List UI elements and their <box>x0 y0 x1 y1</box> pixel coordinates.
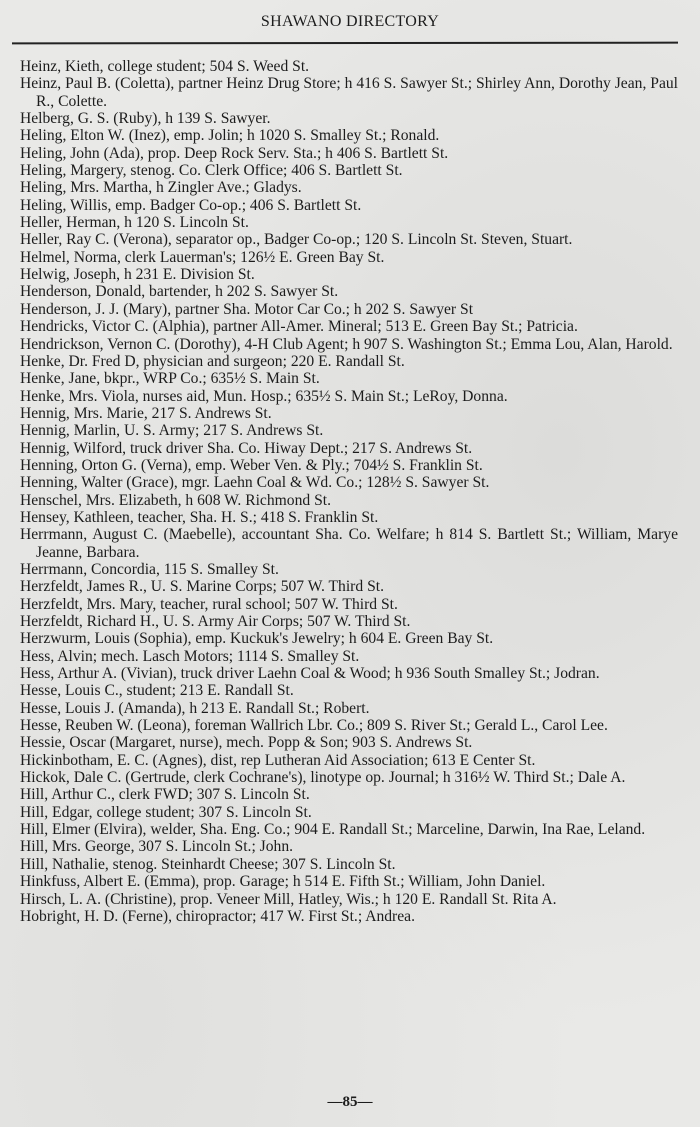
directory-entry: Hill, Edgar, college student; 307 S. Lincoln St. <box>20 803 312 821</box>
directory-entry: Henderson, J. J. (Mary), partner Sha. Motor Car Co.; h 202 S. Sawyer St <box>20 300 474 318</box>
directory-entry: Hennig, Marlin, U. S. Army; 217 S. Andrews St. <box>20 422 324 440</box>
directory-entry: Hirsch, L. A. (Christine), prop. Veneer Mill, Hatley, Wis.; h 120 E. Randall St. Rita A. <box>20 890 557 908</box>
header-rule <box>12 42 678 45</box>
directory-entry: Henning, Walter (Grace), mgr. Laehn Coal & Wd. Co.; 128½ S. Sawyer St. <box>20 474 490 492</box>
directory-entry: Heller, Ray C. (Verona), separator op., Badger Co-op.; 120 S. Lincoln St. Steven, Stuart. <box>20 231 573 249</box>
directory-entry: Hendrickson, Vernon C. (Dorothy), 4-H Club Agent; h 907 S. Washington St.; Emma Lou, Alan, Harold. <box>20 335 673 353</box>
directory-entry: Hesse, Reuben W. (Leona), foreman Wallrich Lbr. Co.; 809 S. River St.; Gerald L., Carol Lee. <box>20 717 608 735</box>
directory-entry: Hill, Nathalie, stenog. Steinhardt Cheese; 307 S. Lincoln St. <box>20 855 396 873</box>
directory-entries <box>20 58 678 925</box>
directory-entry: Henderson, Donald, bartender, h 202 S. Sawyer St. <box>20 283 339 301</box>
directory-entry: Heling, Willis, emp. Badger Co-op.; 406 S. Bartlett St. <box>20 196 362 214</box>
directory-entry: Hess, Alvin; mech. Lasch Motors; 1114 S. Smalley St. <box>20 647 360 665</box>
directory-entry: Herzwurm, Louis (Sophia), emp. Kuckuk's Jewelry; h 604 E. Green Bay St. <box>20 630 494 648</box>
directory-entry: Henke, Dr. Fred D, physician and surgeon; 220 E. Randall St. <box>20 352 405 370</box>
directory-entry: Henke, Jane, bkpr., WRP Co.; 635½ S. Main St. <box>20 370 320 388</box>
directory-entry: Helberg, G. S. (Ruby), h 139 S. Sawyer. <box>20 110 271 128</box>
directory-entry: Henke, Mrs. Viola, nurses aid, Mun. Hosp.; 635½ S. Main St.; LeRoy, Donna. <box>20 387 508 405</box>
directory-entry: Hickok, Dale C. (Gertrude, clerk Cochrane's), linotype op. Journal; h 316½ W. Third St.; Dale A. <box>20 769 626 787</box>
directory-entry: Henschel, Mrs. Elizabeth, h 608 W. Richmond St. <box>20 491 331 509</box>
directory-entry: Herrmann, Concordia, 115 S. Smalley St. <box>20 560 279 578</box>
directory-entry: Hickinbotham, E. C. (Agnes), dist, rep Lutheran Aid Association; 613 E Center St. <box>20 751 536 769</box>
directory-entry: Hobright, H. D. (Ferne), chiropractor; 417 W. First St.; Andrea. <box>20 907 415 925</box>
directory-entry: Heinz, Paul B. (Coletta), partner Heinz Drug Store; h 416 S. Sawyer St.; Shirley Ann, Dorothy Jean, Paul R., Colette. <box>20 75 678 110</box>
page-number: —85— <box>327 1094 373 1110</box>
directory-entry: Heling, Elton W. (Inez), emp. Jolin; h 1020 S. Smalley St.; Ronald. <box>20 127 440 145</box>
directory-entry: Hinkfuss, Albert E. (Emma), prop. Garage; h 514 E. Fifth St.; William, John Daniel. <box>20 873 546 891</box>
directory-entry: Hessie, Oscar (Margaret, nurse), mech. Popp & Son; 903 S. Andrews St. <box>20 734 473 752</box>
directory-entry: Heling, John (Ada), prop. Deep Rock Serv. Sta.; h 406 S. Bartlett St. <box>20 144 449 162</box>
directory-entry: Heinz, Kieth, college student; 504 S. Weed St. <box>20 58 310 75</box>
directory-entry: Herzfeldt, Richard H., U. S. Army Air Corps; 507 W. Third St. <box>20 613 411 630</box>
directory-entry: Hill, Mrs. George, 307 S. Lincoln St.; John. <box>20 838 294 856</box>
directory-entry: Hennig, Wilford, truck driver Sha. Co. Hiway Dept.; 217 S. Andrews St. <box>20 439 473 457</box>
directory-entry: Hesse, Louis J. (Amanda), h 213 E. Randall St.; Robert. <box>20 699 370 717</box>
directory-entry: Henning, Orton G. (Verna), emp. Weber Ven. & Ply.; 704½ S. Franklin St. <box>20 456 483 474</box>
directory-entry: Hill, Arthur C., clerk FWD; 307 S. Lincoln St. <box>20 786 310 804</box>
directory-entry: Helwig, Joseph, h 231 E. Division St. <box>20 266 255 284</box>
directory-entry: Heling, Mrs. Martha, h Zingler Ave.; Gladys. <box>20 179 302 197</box>
directory-entry: Hensey, Kathleen, teacher, Sha. H. S.; 418 S. Franklin St. <box>20 508 379 526</box>
directory-entry: Heling, Margery, stenog. Co. Clerk Office; 406 S. Bartlett St. <box>20 162 403 180</box>
directory-entry: Hennig, Mrs. Marie, 217 S. Andrews St. <box>20 404 272 422</box>
directory-entry: Hess, Arthur A. (Vivian), truck driver Laehn Coal & Wood; h 936 South Smalley St.; Jodran. <box>20 665 600 683</box>
directory-entry: Hill, Elmer (Elvira), welder, Sha. Eng. Co.; 904 E. Randall St.; Marceline, Darwin, Ina Rae, Leland. <box>20 821 646 839</box>
page-header: SHAWANO DIRECTORY <box>260 13 440 30</box>
directory-entry: Herrmann, August C. (Maebelle), accountant Sha. Co. Welfare; h 814 S. Bartlett St.; William, Marye Jeanne, Barbara. <box>20 526 678 561</box>
directory-entry: Heller, Herman, h 120 S. Lincoln St. <box>20 214 249 232</box>
directory-entry: Hendricks, Victor C. (Alphia), partner All-Amer. Mineral; 513 E. Green Bay St.; Patricia. <box>20 318 578 336</box>
directory-entry: Hesse, Louis C., student; 213 E. Randall St. <box>20 682 294 700</box>
directory-entry: Helmel, Norma, clerk Lauerman's; 126½ E. Green Bay St. <box>20 248 385 266</box>
directory-entry: Herzfeldt, Mrs. Mary, teacher, rural school; 507 W. Third St. <box>20 595 398 613</box>
directory-entry: Herzfeldt, James R., U. S. Marine Corps; 507 W. Third St. <box>20 578 384 596</box>
